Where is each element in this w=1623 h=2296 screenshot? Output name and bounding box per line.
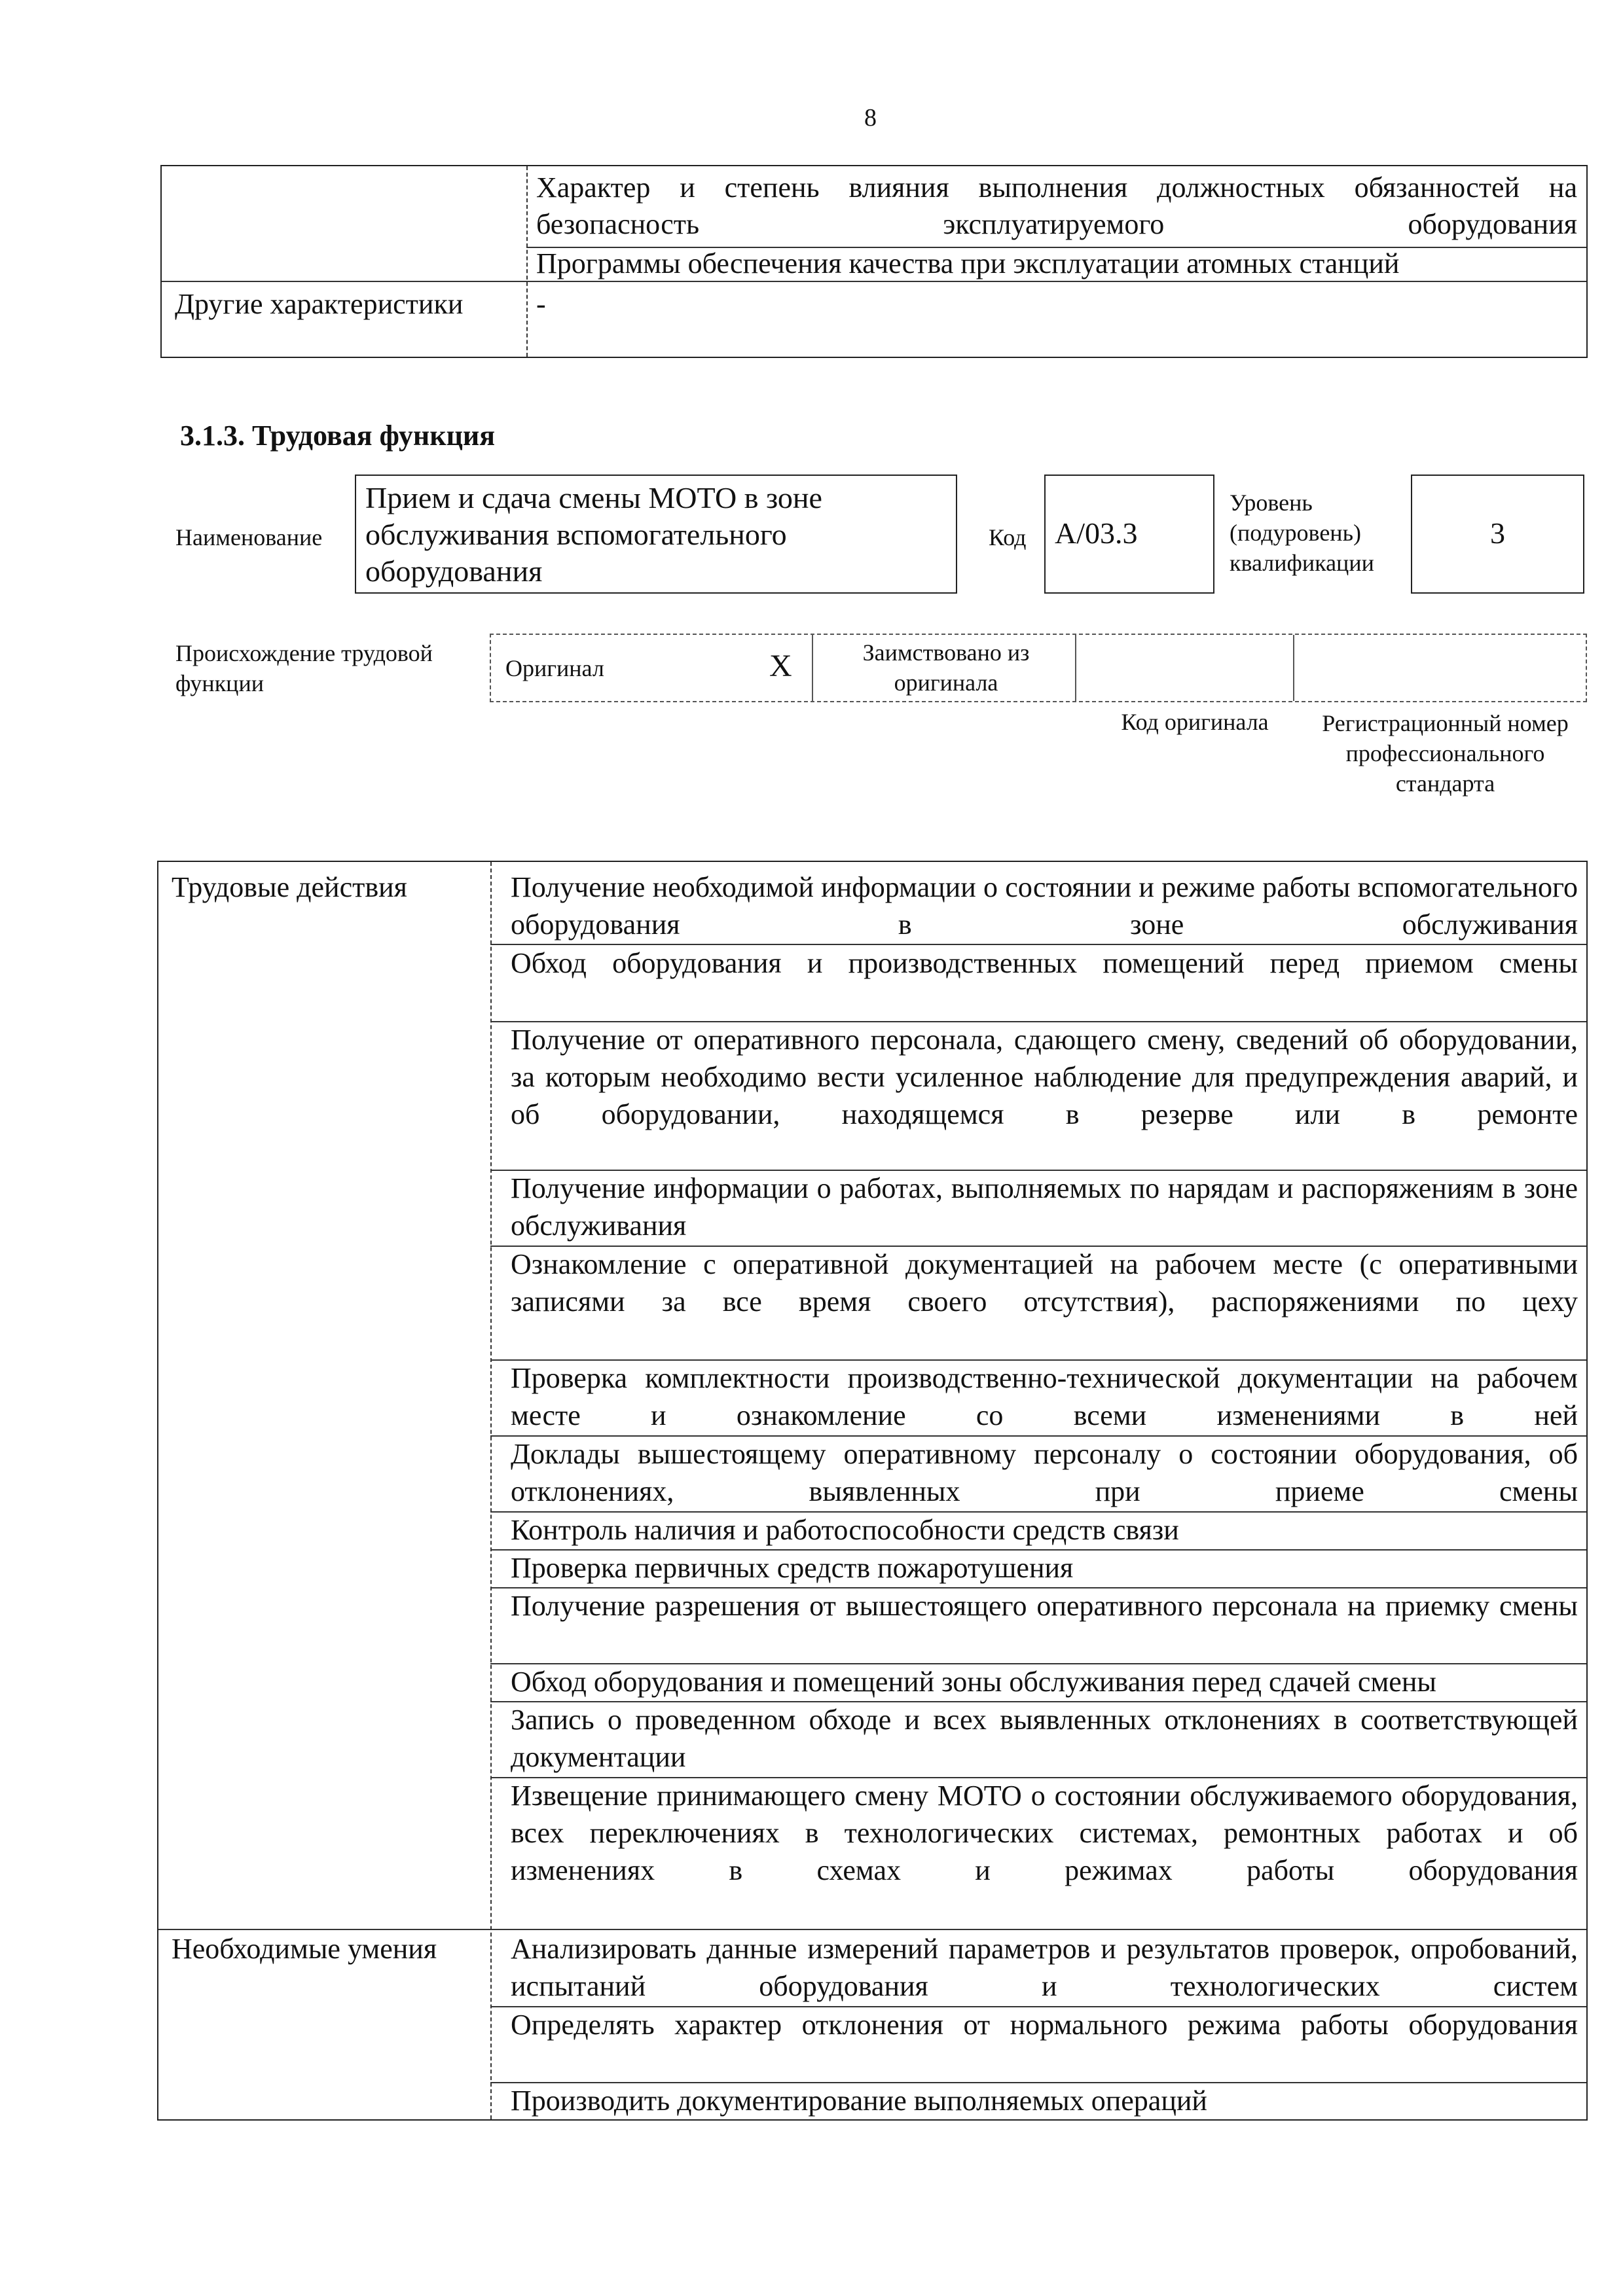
table-cell: Программы обеспечения качества при эксплуатации атомных станций [536,247,1400,279]
code-box [1044,475,1214,594]
list-item: Ознакомление с оперативной документацией на рабочем месте (с оперативными записями за все время своего отсутствия), распоряжениями по цеху [511,1248,1578,1318]
function-name-box [355,475,957,594]
origin-label: Происхождение трудовой функции [175,640,433,696]
labor-function-table [157,861,1588,2121]
labor-actions-label: Трудовые действия [172,871,407,903]
column-divider [1075,635,1076,701]
list-item: Контроль наличия и работоспособности средств связи [511,1514,1179,1546]
other-characteristics-value: - [536,288,546,320]
level-value: 3 [1490,516,1505,550]
reg-number-caption: Регистрационный номер профессионального стандарта [1322,710,1569,797]
list-item: Извещение принимающего смену МОТО о состоянии обслуживаемого оборудования, всех переключениях в технологических системах, ремонтных работах и об изменениях в схемах и режимах работы оборудования [511,1780,1578,1886]
list-item: Анализировать данные измерений параметров и результатов проверок, опробований, испытаний оборудования и технологических систем [511,1933,1578,2002]
row-divider [162,281,1586,282]
section-heading: 3.1.3. Трудовая функция [180,420,496,452]
skills-label: Необходимые умения [172,1933,437,1965]
list-item: Проверка комплектности производственно-технической документации на рабочем месте и ознакомление со всеми изменениями в ней [511,1362,1578,1431]
list-item: Получение разрешения от вышестоящего оперативного персонала на приемку смены [511,1590,1578,1622]
code-value: A/03.3 [1055,516,1138,550]
level-box [1411,475,1584,594]
list-item: Получение необходимой информации о состоянии и режиме работы вспомогательного оборудования в зоне обслуживания [511,871,1578,941]
list-item: Определять характер отклонения от нормального режима работы оборудования [511,2009,1578,2041]
level-label: Уровень (подуровень) квалификации [1230,490,1374,576]
list-item: Производить документирование выполняемых операций [511,2085,1207,2117]
page-number: 8 [864,104,877,132]
list-item: Получение информации о работах, выполняемых по нарядам и распоряжениям в зоне обслуживания [511,1172,1578,1242]
function-name-value: Прием и сдача смены МОТО в зоне обслуживания вспомогательного оборудования [365,481,822,588]
code-label: Код [989,524,1027,550]
column-divider [1293,635,1294,701]
column-divider [490,862,492,2119]
name-label: Наименование [175,524,323,550]
column-divider [812,635,813,701]
list-item: Проверка первичных средств пожаротушения [511,1552,1074,1584]
origin-row [490,634,1587,702]
code-original-caption: Код оригинала [1121,709,1269,735]
borrowed-label: Заимствовано из оригинала [862,639,1030,696]
list-item: Запись о проведенном обходе и всех выявленных отклонениях в соответствующей документации [511,1704,1578,1773]
original-label: Оригинал [505,655,604,681]
list-item: Получение от оперативного персонала, сдающего смену, сведений об оборудовании, за которым необходимо вести усиленное наблюдение для предупреждения аварий, и об оборудовании, находящемся в резерве или в ремонте [511,1024,1578,1130]
list-item: Обход оборудования и производственных помещений перед приемом смены [511,947,1578,979]
list-item: Обход оборудования и помещений зоны обслуживания перед сдачей смены [511,1666,1436,1698]
original-mark: X [769,649,792,683]
other-characteristics-label: Другие характеристики [175,288,464,320]
column-divider [526,166,528,357]
qualification-table-continued [160,165,1588,358]
table-cell: Характер и степень влияния выполнения должностных обязанностей на безопасность эксплуатируемого оборудования [536,171,1577,240]
list-item: Доклады вышестоящему оперативному персоналу о состоянии оборудования, об отклонениях, выявленных при приеме смены [511,1438,1578,1507]
